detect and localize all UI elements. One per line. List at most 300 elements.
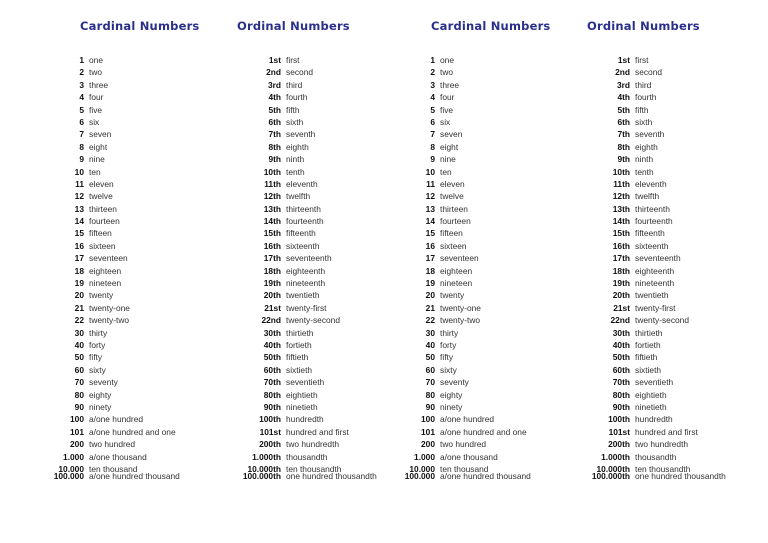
cardinal-row: [48, 178, 176, 190]
cardinal-row: [48, 203, 176, 215]
cardinal-word: eleven: [440, 178, 465, 189]
cardinal-row: [399, 339, 527, 351]
cardinal-row: [399, 178, 527, 190]
cardinal-row: [399, 451, 527, 463]
ordinal-number: 3rd: [267, 79, 281, 90]
cardinal-number: 19: [74, 278, 84, 289]
ordinal-row: [236, 327, 349, 339]
cardinal-word: two hundred: [89, 439, 136, 450]
ordinal-word: twenty-first: [286, 302, 327, 313]
cardinal-word: fifty: [440, 352, 454, 363]
ordinal-word: hundred and first: [286, 426, 349, 437]
ordinal-word: twentieth: [286, 290, 320, 301]
cardinal-word: eight: [89, 141, 108, 152]
ordinal-word: fifth: [286, 104, 300, 115]
ordinal-row: [585, 203, 698, 215]
cardinal-row: [48, 314, 176, 326]
ordinal-row: [585, 141, 698, 153]
ordinal-number: 50th: [612, 352, 630, 363]
ordinal-word: fourteenth: [635, 216, 673, 227]
cardinal-row: [399, 289, 527, 301]
cardinal-number: 7: [430, 129, 435, 140]
cardinal-word: ten thousand: [440, 463, 489, 474]
cardinal-row: [48, 240, 176, 252]
ordinal-word: two hundredth: [635, 439, 689, 450]
cardinal-row: [48, 54, 176, 66]
ordinal-word: nineteenth: [286, 278, 326, 289]
cut-off-row: [48, 471, 180, 482]
cardinal-row: [399, 54, 527, 66]
ordinal-word: thousandth: [635, 451, 677, 462]
cardinal-number: 10.000: [409, 463, 435, 474]
ordinal-number: 90th: [263, 401, 281, 412]
ordinal-row: [585, 128, 698, 140]
cardinal-number: 21: [425, 302, 435, 313]
cardinal-number: 1.000: [414, 451, 435, 462]
ordinal-row: [585, 339, 698, 351]
ordinal-row: [236, 265, 349, 277]
ordinal-word: thousandth: [286, 451, 328, 462]
ordinal-row: [585, 104, 698, 116]
cardinal-number: 21: [74, 302, 84, 313]
ordinal-word: sixth: [635, 116, 653, 127]
cardinal-row: [399, 277, 527, 289]
cardinal-number: 14: [425, 216, 435, 227]
ordinal-word: one hundred thousandth: [286, 471, 377, 481]
cardinal-number: 16: [425, 240, 435, 251]
cardinal-row: [48, 190, 176, 202]
cardinal-number: 22: [74, 315, 84, 326]
ordinal-row: [236, 141, 349, 153]
cardinal-row: [399, 166, 527, 178]
ordinal-word: thirtieth: [635, 327, 663, 338]
ordinal-number: 1.000th: [601, 451, 630, 462]
cardinal-word: thirty: [89, 327, 108, 338]
cardinal-word: two: [89, 67, 103, 78]
cardinal-word: seventeen: [440, 253, 479, 264]
cardinal-number: 9: [79, 154, 84, 165]
cardinal-row: [48, 426, 176, 438]
ordinal-row: [236, 401, 349, 413]
ordinal-number: 200th: [259, 439, 281, 450]
cardinal-row: [48, 166, 176, 178]
cardinal-word: five: [440, 104, 454, 115]
cardinal-row: [48, 128, 176, 140]
ordinal-word: eighteenth: [635, 265, 675, 276]
ordinal-number: 200th: [608, 439, 630, 450]
ordinal-number: 40th: [612, 339, 630, 350]
ordinal-number: 6th: [268, 116, 281, 127]
cardinal-row: [399, 203, 527, 215]
ordinal-number: 12th: [263, 191, 281, 202]
ordinal-word: tenth: [286, 166, 305, 177]
cardinal-number: 22: [425, 315, 435, 326]
ordinal-row: [236, 252, 349, 264]
cardinal-heading: Cardinal Numbers: [431, 19, 551, 33]
cardinal-number: 20: [425, 290, 435, 301]
cardinal-number: 80: [425, 389, 435, 400]
ordinal-row: [585, 401, 698, 413]
cardinal-row: [399, 240, 527, 252]
cardinal-row: [48, 351, 176, 363]
cardinal-row: [48, 401, 176, 413]
ordinal-word: fifteenth: [635, 228, 665, 239]
cardinal-word: fifteen: [89, 228, 112, 239]
ordinal-row: [236, 227, 349, 239]
ordinal-word: fifth: [635, 104, 649, 115]
cardinal-number: 100.000: [53, 471, 84, 481]
cardinal-number: 12: [425, 191, 435, 202]
ordinal-number: 16th: [263, 240, 281, 251]
cardinal-list: [399, 54, 527, 481]
cardinal-row: [48, 252, 176, 264]
ordinal-word: first: [635, 55, 649, 65]
cardinal-word: seventy: [89, 377, 118, 388]
cardinal-row: [399, 389, 527, 401]
ordinal-word: twenty-second: [635, 315, 689, 326]
cardinal-row: [48, 104, 176, 116]
ordinal-word: fifteenth: [286, 228, 316, 239]
ordinal-row: [236, 178, 349, 190]
ordinal-number: 19th: [263, 278, 281, 289]
ordinal-word: eleventh: [635, 178, 667, 189]
cardinal-word: a/one thousand: [440, 451, 498, 462]
cardinal-word: ten thousand: [89, 463, 138, 474]
cardinal-row: [48, 153, 176, 165]
ordinal-word: seventeenth: [286, 253, 332, 264]
ordinal-word: eightieth: [286, 389, 318, 400]
cardinal-word: sixty: [440, 364, 457, 375]
ordinal-word: hundred and first: [635, 426, 698, 437]
ordinal-word: tenth: [635, 166, 654, 177]
ordinal-row: [585, 190, 698, 202]
cardinal-word: ninety: [440, 401, 463, 412]
cardinal-word: fourteen: [89, 216, 120, 227]
ordinal-word: nineteenth: [635, 278, 675, 289]
cardinal-number: 18: [74, 265, 84, 276]
ordinal-number: 60th: [263, 364, 281, 375]
cardinal-word: three: [89, 79, 109, 90]
ordinal-word: ninth: [635, 154, 654, 165]
ordinal-row: [236, 104, 349, 116]
cardinal-row: [48, 277, 176, 289]
ordinal-word: twentieth: [635, 290, 669, 301]
cardinal-row: [399, 215, 527, 227]
ordinal-number: 10th: [612, 166, 630, 177]
ordinal-row: [236, 289, 349, 301]
ordinal-number: 7th: [268, 129, 281, 140]
cardinal-word: twenty-two: [440, 315, 481, 326]
ordinal-row: [585, 240, 698, 252]
cardinal-word: eight: [440, 141, 459, 152]
cardinal-word: a/one hundred thousand: [440, 471, 531, 481]
cardinal-number: 2: [430, 67, 435, 78]
ordinal-row: [236, 166, 349, 178]
cardinal-row: [399, 66, 527, 78]
ordinal-word: eighth: [286, 141, 309, 152]
cardinal-number: 5: [79, 104, 84, 115]
cardinal-row: [399, 190, 527, 202]
cardinal-number: 16: [74, 240, 84, 251]
cardinal-row: [48, 364, 176, 376]
cardinal-number: 30: [74, 327, 84, 338]
cardinal-word: forty: [440, 339, 457, 350]
cardinal-number: 8: [79, 141, 84, 152]
cardinal-number: 12: [74, 191, 84, 202]
ordinal-number: 22nd: [610, 315, 630, 326]
cardinal-number: 20: [74, 290, 84, 301]
ordinal-word: one hundred thousandth: [635, 471, 726, 481]
ordinal-row: [585, 314, 698, 326]
ordinal-row: [585, 451, 698, 463]
ordinal-row: [236, 190, 349, 202]
ordinal-word: seventieth: [635, 377, 674, 388]
cardinal-word: a/one hundred and one: [89, 426, 176, 437]
ordinal-word: thirtieth: [286, 327, 314, 338]
cardinal-number: 200: [70, 439, 84, 450]
cardinal-word: sixty: [89, 364, 106, 375]
ordinal-word: third: [286, 79, 303, 90]
cardinal-number: 6: [79, 116, 84, 127]
cardinal-word: a/one thousand: [89, 451, 147, 462]
cardinal-list: [48, 54, 176, 481]
ordinal-row: [585, 426, 698, 438]
cardinal-number: 60: [74, 364, 84, 375]
ordinal-number: 9th: [617, 154, 630, 165]
cardinal-number: 13: [74, 203, 84, 214]
cardinal-word: seven: [440, 129, 463, 140]
ordinal-word: fourth: [635, 92, 657, 103]
cardinal-word: seventeen: [89, 253, 128, 264]
cardinal-row: [48, 289, 176, 301]
cardinal-number: 40: [74, 339, 84, 350]
ordinal-word: seventeenth: [635, 253, 681, 264]
cardinal-row: [399, 91, 527, 103]
cardinal-word: one: [89, 55, 103, 65]
ordinal-word: sixth: [286, 116, 304, 127]
ordinal-row: [236, 79, 349, 91]
cardinal-row: [48, 339, 176, 351]
cardinal-word: fourteen: [440, 216, 471, 227]
ordinal-number: 13th: [612, 203, 630, 214]
ordinal-row: [236, 240, 349, 252]
cardinal-row: [399, 141, 527, 153]
ordinal-list: [236, 54, 349, 481]
cardinal-number: 101: [421, 426, 435, 437]
ordinal-row: [585, 413, 698, 425]
cardinal-word: six: [440, 116, 451, 127]
ordinal-number: 18th: [263, 265, 281, 276]
cardinal-number: 50: [74, 352, 84, 363]
cardinal-row: [48, 265, 176, 277]
ordinal-row: [585, 153, 698, 165]
ordinal-word: fourth: [286, 92, 308, 103]
ordinal-number: 70th: [612, 377, 630, 388]
cardinal-row: [399, 364, 527, 376]
ordinal-row: [585, 252, 698, 264]
cardinal-word: four: [440, 92, 455, 103]
ordinal-number: 19th: [612, 278, 630, 289]
ordinal-number: 100th: [608, 414, 630, 425]
ordinal-number: 20th: [263, 290, 281, 301]
ordinal-word: ninetieth: [286, 401, 318, 412]
cardinal-word: thirteen: [89, 203, 117, 214]
ordinal-number: 17th: [612, 253, 630, 264]
ordinal-number: 70th: [263, 377, 281, 388]
ordinal-word: ninth: [286, 154, 305, 165]
ordinal-word: eleventh: [286, 178, 318, 189]
ordinal-row: [236, 351, 349, 363]
ordinal-number: 90th: [612, 401, 630, 412]
cardinal-number: 14: [74, 216, 84, 227]
ordinal-word: second: [635, 67, 663, 78]
ordinal-word: hundredth: [635, 414, 673, 425]
ordinal-number: 2nd: [615, 67, 630, 78]
cardinal-word: eighteen: [440, 265, 473, 276]
ordinal-row: [585, 364, 698, 376]
ordinal-row: [236, 413, 349, 425]
cardinal-word: two: [440, 67, 454, 78]
ordinal-word: twelfth: [635, 191, 660, 202]
cardinal-word: twelve: [440, 191, 464, 202]
cardinal-word: four: [89, 92, 104, 103]
cut-off-row: [399, 471, 531, 482]
ordinal-number: 16th: [612, 240, 630, 251]
cardinal-number: 80: [74, 389, 84, 400]
ordinal-number: 13th: [263, 203, 281, 214]
ordinal-number: 18th: [612, 265, 630, 276]
cardinal-row: [399, 401, 527, 413]
ordinal-number: 40th: [263, 339, 281, 350]
ordinal-number: 100th: [259, 414, 281, 425]
ordinal-number: 5th: [268, 104, 281, 115]
cut-off-row: [236, 471, 377, 482]
ordinal-number: 80th: [612, 389, 630, 400]
ordinal-word: twelfth: [286, 191, 311, 202]
cardinal-row: [399, 79, 527, 91]
ordinal-row: [236, 116, 349, 128]
cardinal-number: 70: [74, 377, 84, 388]
cardinal-word: nineteen: [440, 278, 473, 289]
ordinal-word: hundredth: [286, 414, 324, 425]
ordinal-row: [236, 438, 349, 450]
cardinal-word: forty: [89, 339, 106, 350]
ordinal-number: 8th: [268, 141, 281, 152]
cardinal-number: 15: [425, 228, 435, 239]
cardinal-word: a/one hundred thousand: [89, 471, 180, 481]
ordinal-word: first: [286, 55, 300, 65]
cardinal-word: eleven: [89, 178, 114, 189]
ordinal-row: [236, 389, 349, 401]
cardinal-number: 17: [74, 253, 84, 264]
ordinal-row: [585, 277, 698, 289]
cardinal-word: ninety: [89, 401, 112, 412]
cardinal-word: twelve: [89, 191, 113, 202]
ordinal-number: 11th: [613, 178, 630, 189]
cardinal-row: [399, 302, 527, 314]
cardinal-word: nine: [89, 154, 105, 165]
ordinal-heading: Ordinal Numbers: [587, 19, 700, 33]
cardinal-row: [399, 128, 527, 140]
cardinal-word: twenty-two: [89, 315, 130, 326]
cardinal-number: 7: [79, 129, 84, 140]
cardinal-word: nine: [440, 154, 456, 165]
cardinal-row: [48, 66, 176, 78]
cardinal-row: [399, 227, 527, 239]
ordinal-row: [236, 314, 349, 326]
cardinal-row: [399, 104, 527, 116]
ordinal-row: [585, 215, 698, 227]
cardinal-row: [48, 302, 176, 314]
cardinal-row: [48, 376, 176, 388]
cardinal-word: seventy: [440, 377, 469, 388]
ordinal-number: 21st: [613, 302, 630, 313]
cardinal-row: [399, 438, 527, 450]
cardinal-word: five: [89, 104, 103, 115]
ordinal-word: ten thousandth: [286, 463, 342, 474]
cardinal-row: [399, 153, 527, 165]
cardinal-word: twenty-one: [89, 302, 130, 313]
cardinal-word: thirty: [440, 327, 459, 338]
ordinal-number: 9th: [268, 154, 281, 165]
ordinal-word: sixtieth: [286, 364, 313, 375]
ordinal-number: 15th: [263, 228, 281, 239]
cardinal-row: [399, 351, 527, 363]
ordinal-word: thirteenth: [286, 203, 321, 214]
ordinal-number: 14th: [612, 216, 630, 227]
cardinal-row: [399, 376, 527, 388]
ordinal-row: [585, 66, 698, 78]
ordinal-word: eighth: [635, 141, 658, 152]
ordinal-row: [236, 376, 349, 388]
cardinal-word: thirteen: [440, 203, 468, 214]
ordinal-word: seventh: [286, 129, 316, 140]
cardinal-word: three: [440, 79, 460, 90]
cardinal-word: twenty-one: [440, 302, 481, 313]
cardinal-word: one: [440, 55, 454, 65]
ordinal-number: 2nd: [266, 67, 281, 78]
ordinal-number: 30th: [612, 327, 630, 338]
ordinal-number: 15th: [612, 228, 630, 239]
ordinal-row: [585, 438, 698, 450]
cardinal-number: 10.000: [58, 463, 84, 474]
cardinal-number: 1: [79, 55, 84, 65]
ordinal-word: third: [635, 79, 652, 90]
ordinal-word: eightieth: [635, 389, 667, 400]
cardinal-row: [48, 116, 176, 128]
ordinal-row: [585, 389, 698, 401]
cardinal-number: 3: [430, 79, 435, 90]
ordinal-row: [585, 265, 698, 277]
ordinal-row: [236, 128, 349, 140]
ordinal-row: [236, 277, 349, 289]
ordinal-number: 6th: [617, 116, 630, 127]
ordinal-word: twenty-second: [286, 315, 340, 326]
ordinal-row: [585, 289, 698, 301]
ordinal-word: second: [286, 67, 314, 78]
cardinal-word: seven: [89, 129, 112, 140]
ordinal-number: 21st: [264, 302, 281, 313]
cardinal-word: nineteen: [89, 278, 122, 289]
ordinal-row: [236, 153, 349, 165]
cardinal-number: 11: [426, 178, 435, 189]
ordinal-number: 80th: [263, 389, 281, 400]
ordinal-number: 22nd: [261, 315, 281, 326]
cardinal-row: [48, 327, 176, 339]
cardinal-word: eighty: [89, 389, 112, 400]
ordinal-row: [585, 302, 698, 314]
ordinal-row: [236, 66, 349, 78]
